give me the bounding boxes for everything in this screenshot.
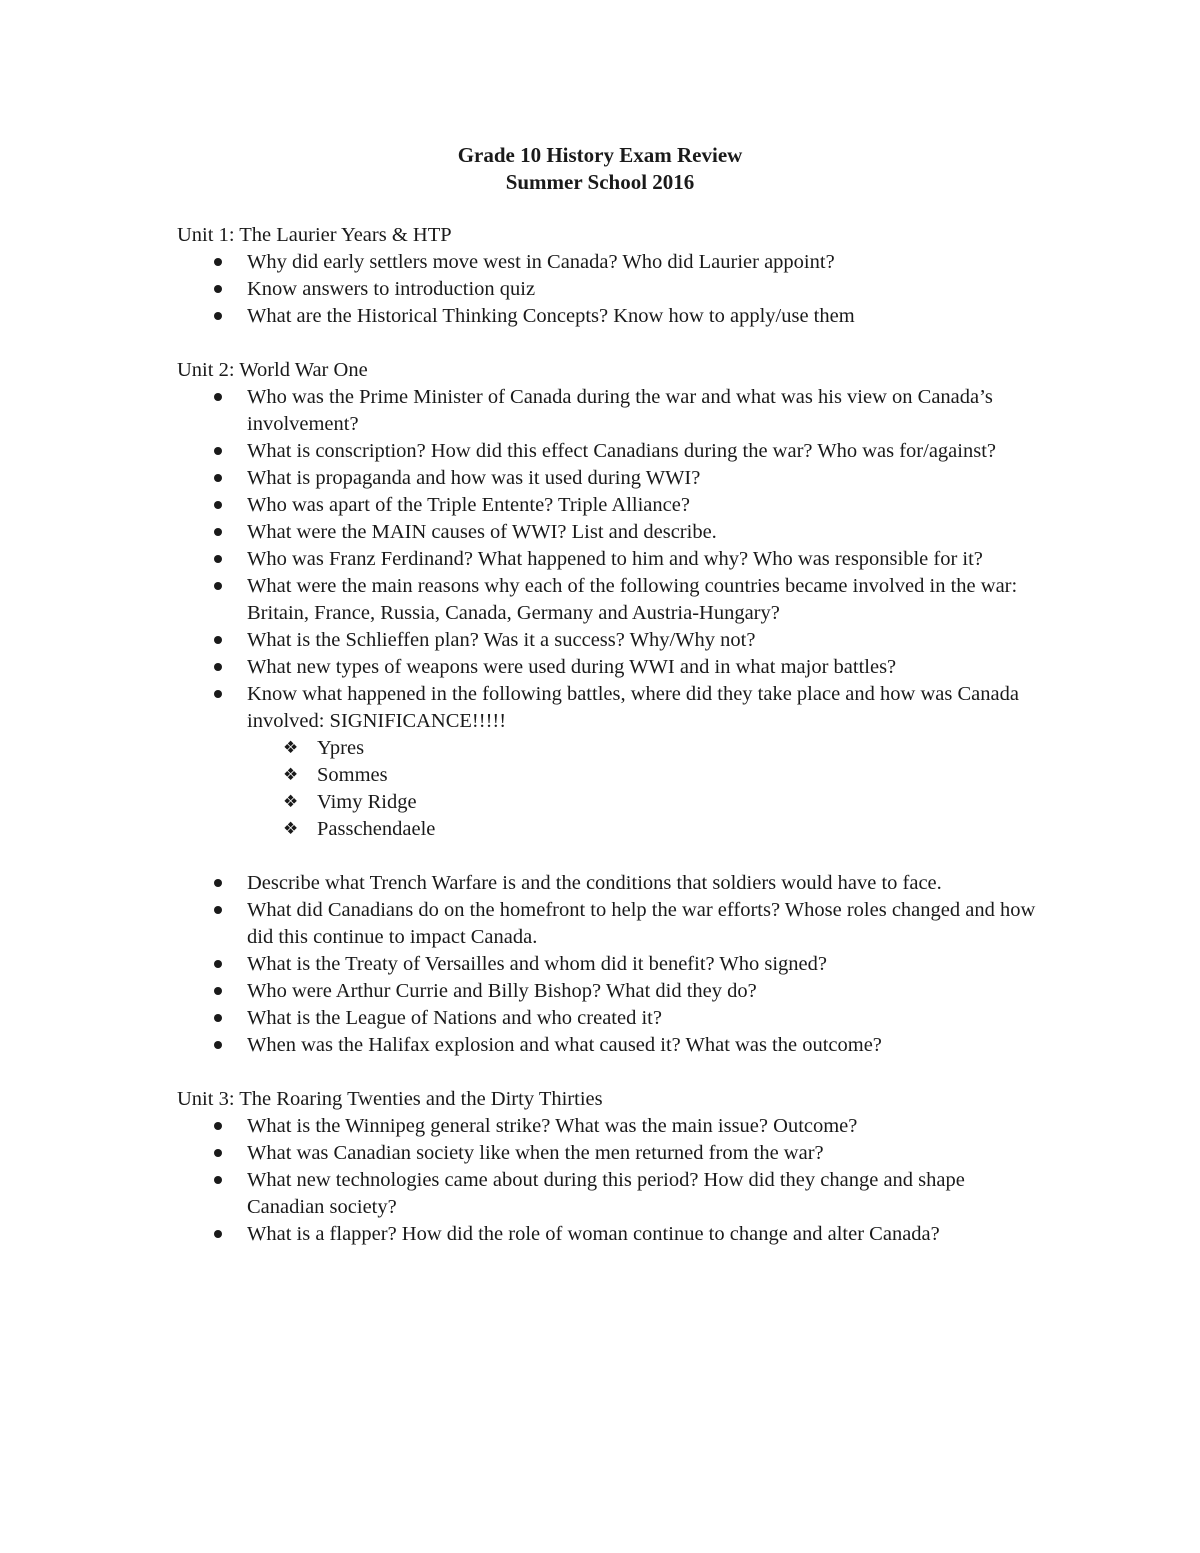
unit-3-heading: Unit 3: The Roaring Twenties and the Dirty Thirties bbox=[177, 1088, 603, 1110]
battle-item: ❖ Sommes bbox=[177, 762, 1037, 789]
diamond-bullet-icon: ❖ bbox=[283, 792, 299, 812]
spacer bbox=[177, 843, 1037, 870]
unit-1-list bbox=[177, 249, 1037, 330]
list-item: What were the main reasons why each of the following countries became involved in the war: Britain, France, Russia, Canada, Germany and Austria-Hungary? bbox=[177, 573, 1037, 627]
list-item: What is the Winnipeg general strike? What was the main issue? Outcome? bbox=[177, 1113, 1037, 1140]
list-item: What is the Treaty of Versailles and whom did it benefit? Who signed? bbox=[177, 951, 1037, 978]
list-item: What was Canadian society like when the men returned from the war? bbox=[177, 1140, 1037, 1167]
list-item: What is a flapper? How did the role of woman continue to change and alter Canada? bbox=[177, 1221, 1037, 1248]
bullet-dot-icon bbox=[214, 312, 222, 320]
list-item: Who was Franz Ferdinand? What happened to him and why? Who was responsible for it? bbox=[177, 546, 1037, 573]
bullet-dot-icon bbox=[214, 1041, 222, 1049]
list-item: What is conscription? How did this effect Canadians during the war? Who was for/against? bbox=[177, 438, 1037, 465]
unit-2-heading: Unit 2: World War One bbox=[177, 359, 368, 381]
list-item: Know answers to introduction quiz bbox=[177, 276, 1037, 303]
title-block bbox=[0, 142, 1200, 196]
unit-2-list-continued bbox=[177, 870, 1037, 1059]
unit-3-list bbox=[177, 1113, 1037, 1248]
bullet-dot-icon bbox=[214, 1149, 222, 1157]
bullet-dot-icon bbox=[214, 906, 222, 914]
bullet-dot-icon bbox=[214, 960, 222, 968]
bullet-dot-icon bbox=[214, 1014, 222, 1022]
bullet-dot-icon bbox=[214, 555, 222, 563]
document-content bbox=[177, 222, 1037, 1248]
diamond-bullet-icon: ❖ bbox=[283, 738, 299, 758]
battle-item: ❖ Passchendaele bbox=[177, 816, 1037, 843]
bullet-dot-icon bbox=[214, 879, 222, 887]
unit-2-list bbox=[177, 384, 1037, 735]
list-item: What are the Historical Thinking Concepts? Know how to apply/use them bbox=[177, 303, 1037, 330]
list-item: When was the Halifax explosion and what caused it? What was the outcome? bbox=[177, 1032, 1037, 1059]
list-item: What is the Schlieffen plan? Was it a success? Why/Why not? bbox=[177, 627, 1037, 654]
spacer bbox=[177, 330, 1037, 357]
bullet-dot-icon bbox=[214, 582, 222, 590]
battles-list bbox=[177, 735, 1037, 843]
list-item: What new types of weapons were used during WWI and in what major battles? bbox=[177, 654, 1037, 681]
list-item: Who were Arthur Currie and Billy Bishop? What did they do? bbox=[177, 978, 1037, 1005]
bullet-dot-icon bbox=[214, 447, 222, 455]
battle-item: ❖ Vimy Ridge bbox=[177, 789, 1037, 816]
list-item: Who was apart of the Triple Entente? Triple Alliance? bbox=[177, 492, 1037, 519]
list-item: Why did early settlers move west in Canada? Who did Laurier appoint? bbox=[177, 249, 1037, 276]
list-item: What were the MAIN causes of WWI? List and describe. bbox=[177, 519, 1037, 546]
list-item: Describe what Trench Warfare is and the conditions that soldiers would have to face. bbox=[177, 870, 1037, 897]
bullet-dot-icon bbox=[214, 1176, 222, 1184]
battle-item: ❖ Ypres bbox=[177, 735, 1037, 762]
bullet-dot-icon bbox=[214, 528, 222, 536]
list-item: Who was the Prime Minister of Canada during the war and what was his view on Canada’s involvement? bbox=[177, 384, 1037, 438]
diamond-bullet-icon: ❖ bbox=[283, 819, 299, 839]
list-item: What is propaganda and how was it used during WWI? bbox=[177, 465, 1037, 492]
document-subtitle: Summer School 2016 bbox=[505, 170, 695, 194]
bullet-dot-icon bbox=[214, 258, 222, 266]
bullet-dot-icon bbox=[214, 474, 222, 482]
list-item: Know what happened in the following battles, where did they take place and how was Canada involved: SIGNIFICANCE!!!!! bbox=[177, 681, 1037, 735]
bullet-dot-icon bbox=[214, 1230, 222, 1238]
diamond-bullet-icon: ❖ bbox=[283, 765, 299, 785]
list-item: What new technologies came about during this period? How did they change and shape Canadian society? bbox=[177, 1167, 1037, 1221]
bullet-dot-icon bbox=[214, 663, 222, 671]
bullet-dot-icon bbox=[214, 690, 222, 698]
spacer bbox=[177, 1059, 1037, 1086]
bullet-dot-icon bbox=[214, 393, 222, 401]
unit-1-heading: Unit 1: The Laurier Years & HTP bbox=[177, 224, 452, 246]
bullet-dot-icon bbox=[214, 1122, 222, 1130]
document-title: Grade 10 History Exam Review bbox=[457, 143, 743, 167]
list-item: What did Canadians do on the homefront to help the war efforts? Whose roles changed and how did this continue to impact Canada. bbox=[177, 897, 1037, 951]
bullet-dot-icon bbox=[214, 501, 222, 509]
bullet-dot-icon bbox=[214, 987, 222, 995]
list-item: What is the League of Nations and who created it? bbox=[177, 1005, 1037, 1032]
bullet-dot-icon bbox=[214, 285, 222, 293]
bullet-dot-icon bbox=[214, 636, 222, 644]
